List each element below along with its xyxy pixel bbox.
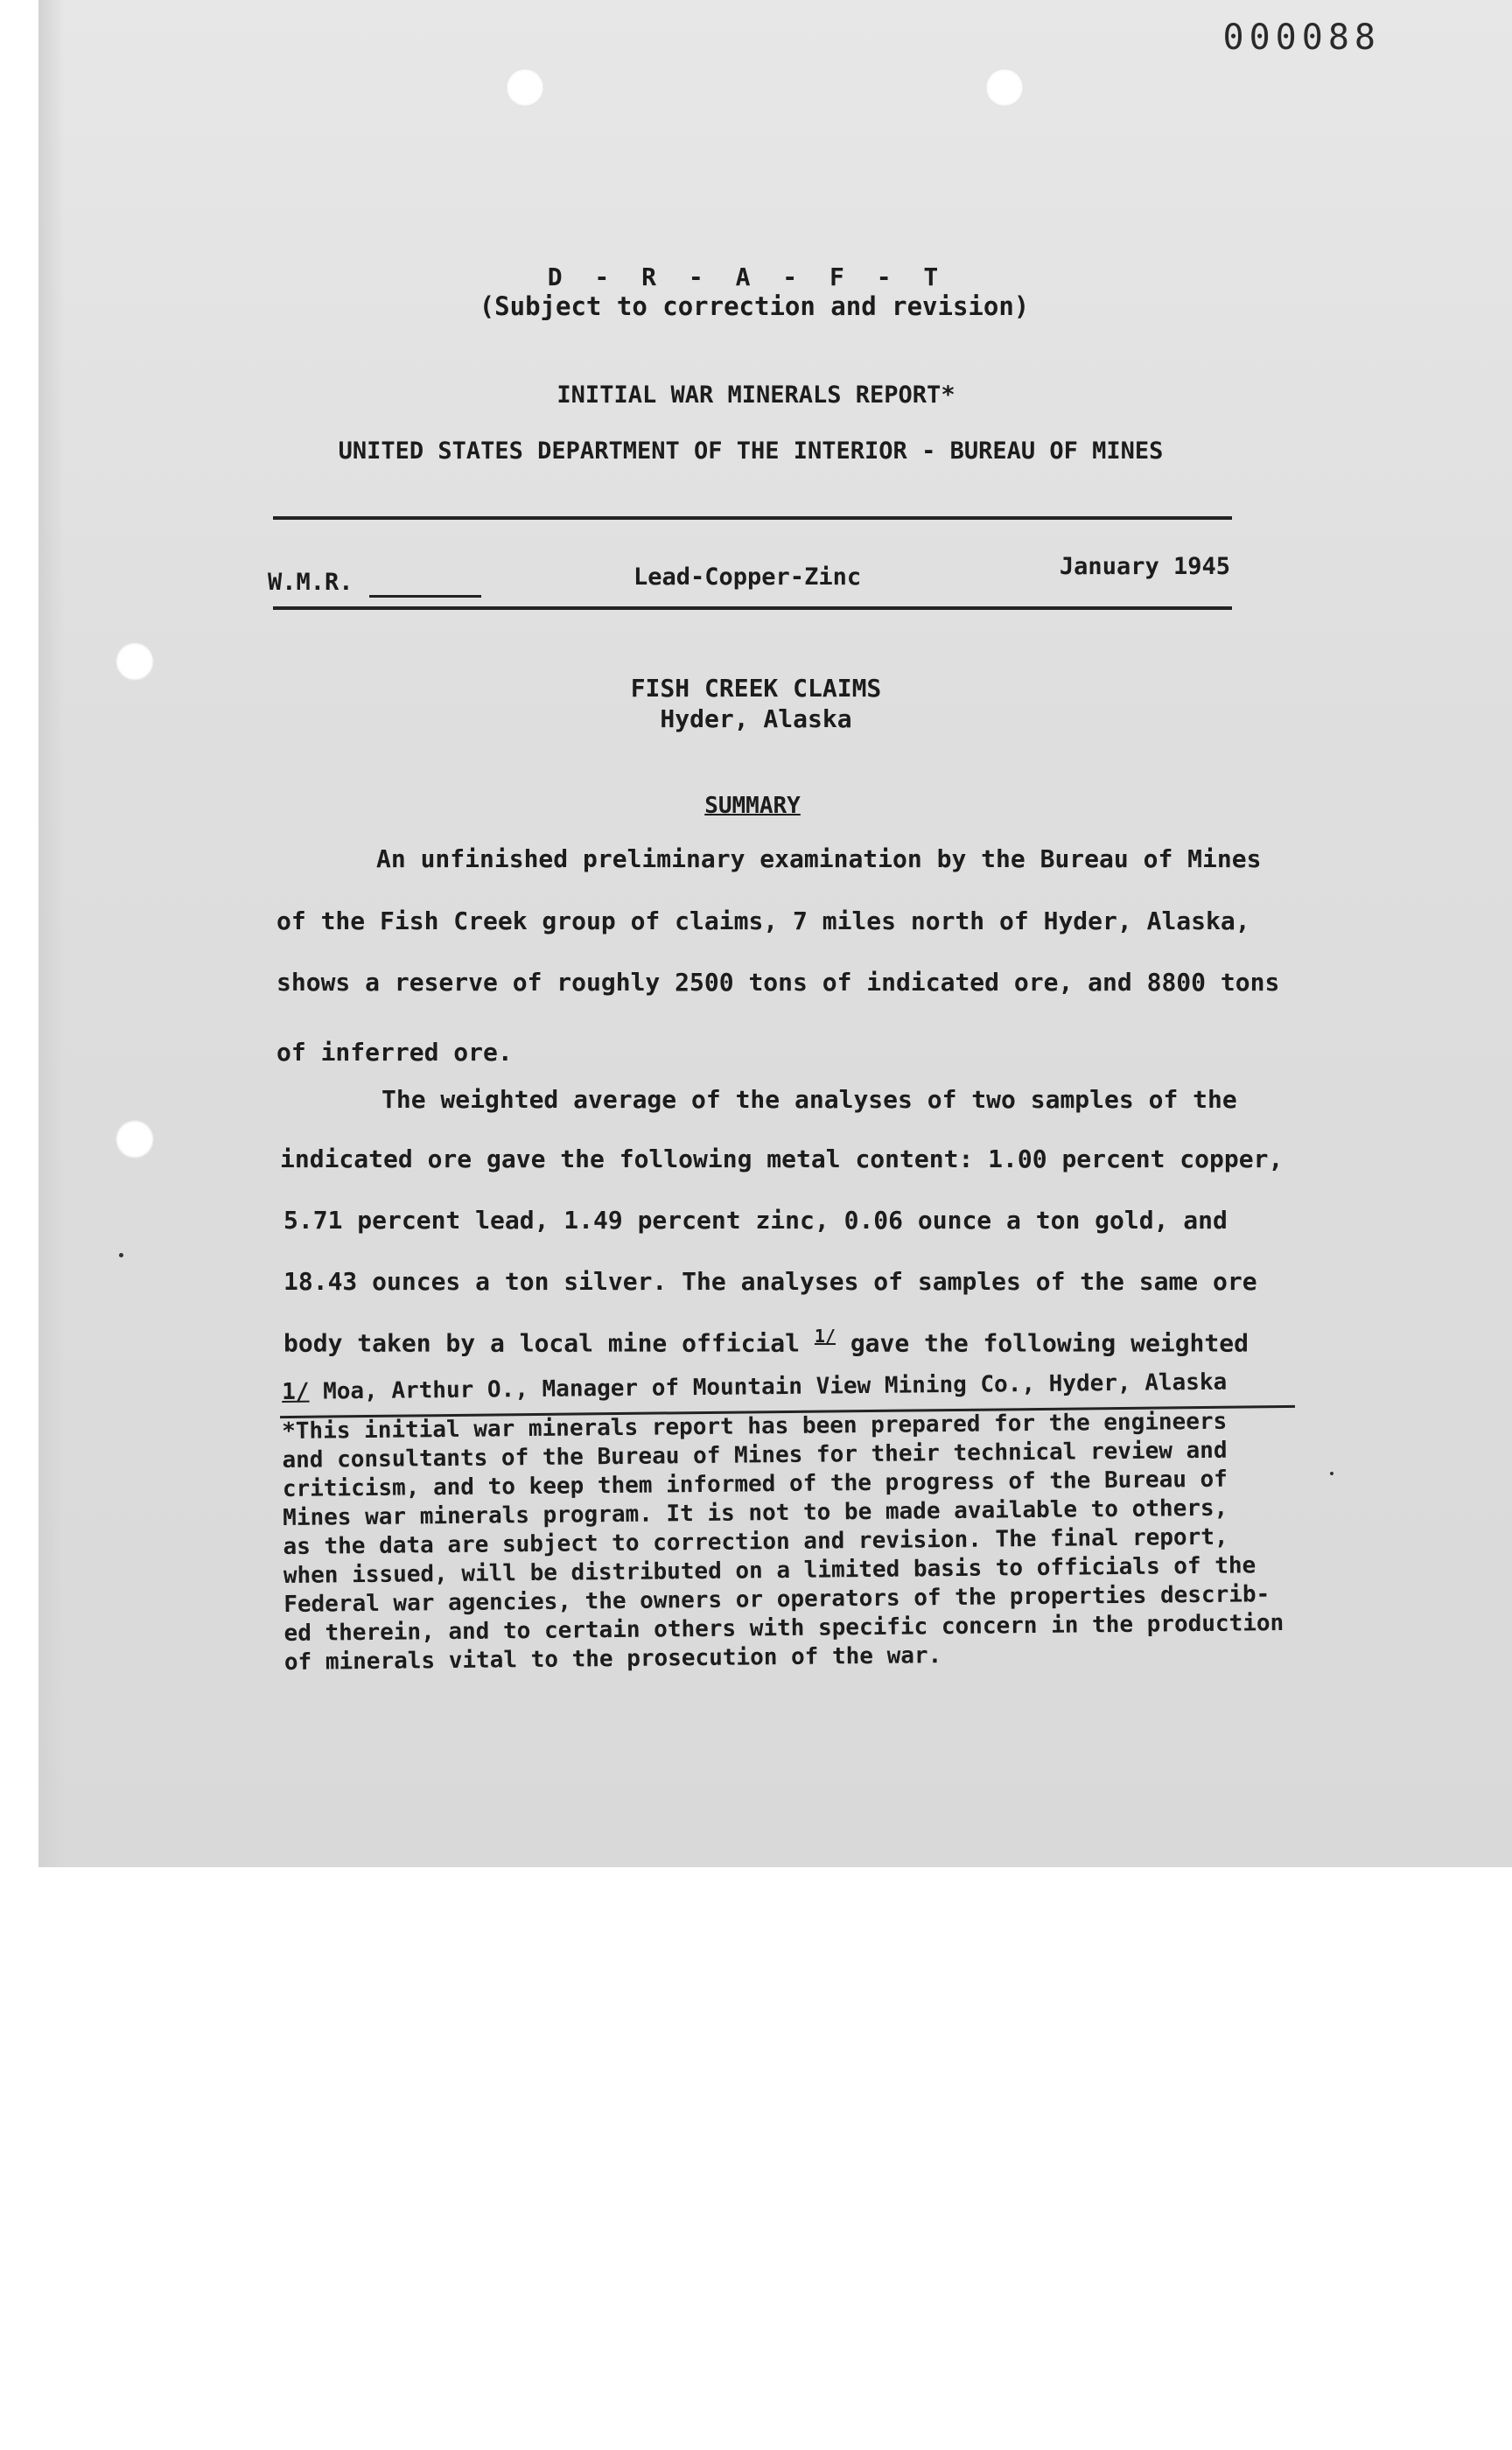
punch-hole-side-lower [116,1120,154,1158]
draft-heading: D - R - A - F - T [547,262,948,291]
summary-line-text: body taken by a local mine official [284,1328,815,1358]
page-stamp-number: 000088 [1222,18,1381,58]
punch-hole-top-right [985,68,1024,107]
disclaimer-line: *This initial war minerals report has been prepared for the engineers [282,1408,1228,1445]
header-rule-bottom [273,606,1232,610]
summary-heading [0,793,1508,819]
footnote-1-text: Moa, Arthur O., Manager of Mountain View Mining Co., Hyder, Alaska [309,1368,1228,1405]
ink-speck [119,1253,123,1257]
summary-line: of inferred ore. [276,1038,513,1067]
draft-subtitle: (Subject to correction and revision) [479,291,1030,321]
footnote-reference: 1/ [814,1326,836,1347]
wmr-number-blank [369,595,481,598]
summary-line-with-footnote [284,1326,1249,1357]
claim-location: Hyder, Alaska [660,704,852,733]
claim-title: FISH CREEK CLAIMS [630,674,882,703]
report-disclaimer-note [282,1406,1387,1677]
header-rule-top [273,516,1232,520]
disclaimer-line: ed therein, and to certain others with specific concern in the production [284,1610,1284,1647]
disclaimer-line: when issued, will be distributed on a limited basis to officials of the [283,1552,1256,1589]
disclaimer-line: and consultants of the Bureau of Mines for their technical review and [282,1437,1228,1474]
disclaimer-line: Mines war minerals program. It is not to be made available to others, [283,1494,1228,1531]
summary-line: of the Fish Creek group of claims, 7 miles north of Hyder, Alaska, [276,906,1250,935]
disclaimer-line: criticism, and to keep them informed of the progress of the Bureau of [282,1466,1228,1502]
summary-line: The weighted average of the analyses of two samples of the [382,1085,1237,1114]
summary-line: 5.71 percent lead, 1.49 percent zinc, 0.06 ounce a ton gold, and [284,1206,1228,1235]
footnote-1-number: 1/ [282,1378,310,1405]
summary-line: An unfinished preliminary examination by the Bureau of Mines [376,844,1262,873]
disclaimer-line: of minerals vital to the prosecution of the war. [284,1642,942,1676]
summary-line-text: gave the following weighted [835,1328,1249,1358]
wmr-label: W.M.R. [268,569,354,596]
disclaimer-line: as the data are subject to correction and revision. The final report, [283,1523,1228,1560]
commodity-label: Lead-Copper-Zinc [634,564,862,591]
summary-heading-text: SUMMARY [704,793,801,819]
summary-line: indicated ore gave the following metal content: 1.00 percent copper, [280,1144,1284,1173]
disclaimer-line: Federal war agencies, the owners or operators of the properties describ- [284,1581,1270,1618]
punch-hole-top-left [506,68,544,107]
report-title: INITIAL WAR MINERALS REPORT* [556,382,956,409]
summary-line: 18.43 ounces a ton silver. The analyses of samples of the same ore [284,1267,1257,1296]
report-date: January 1945 [1059,553,1230,580]
summary-line: shows a reserve of roughly 2500 tons of indicated ore, and 8800 tons [276,968,1280,997]
meta-row [268,553,1230,596]
department-heading: UNITED STATES DEPARTMENT OF THE INTERIOR - BUREAU OF MINES [338,438,1164,465]
